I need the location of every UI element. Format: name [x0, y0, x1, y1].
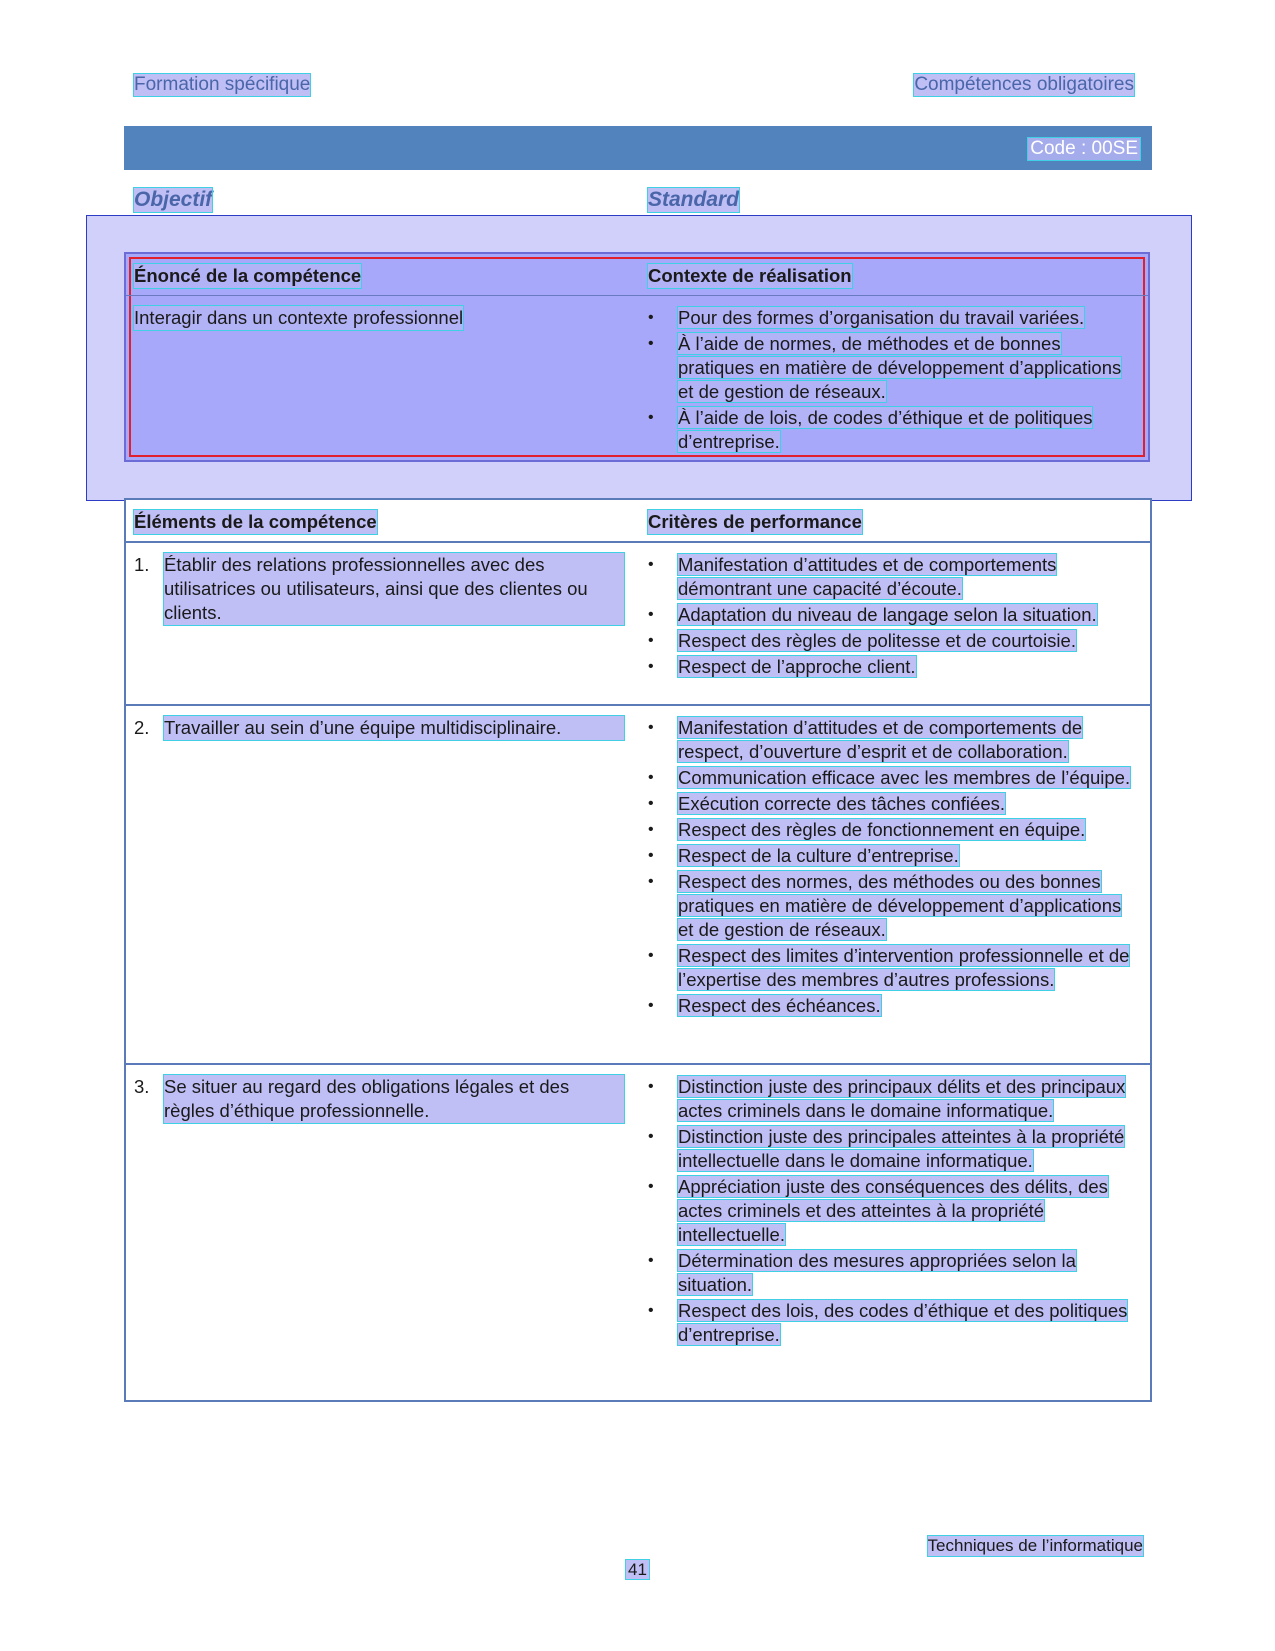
code-banner — [124, 126, 1152, 170]
list-item: • Respect des règles de fonctionnement en équipe. — [648, 819, 1086, 840]
elements-heading: Éléments de la compétence — [134, 511, 377, 532]
competency-code: Code : 00SE — [1030, 138, 1138, 159]
bullet-icon: • — [648, 1178, 654, 1195]
list-item: • Respect des lois, des codes d’éthique et des politiques d’entreprise. — [648, 1300, 1128, 1345]
element-text: Établir des relations professionnelles avec des utilisatrices ou utilisateurs, ainsi que des clientes ou clients. — [164, 553, 624, 625]
criteria-list — [648, 1075, 1138, 1349]
list-item: • Respect de la culture d’entreprise. — [648, 845, 959, 866]
page-header — [134, 74, 1134, 96]
criteres-heading: Critères de performance — [648, 511, 862, 532]
list-item: • Manifestation d’attitudes et de comportements démontrant une capacité d’écoute. — [648, 554, 1057, 599]
list-item: • Respect des limites d’intervention professionnelle et de l’expertise des membres d’autres professions. — [648, 945, 1130, 990]
list-item: • Respect des normes, des méthodes ou des bonnes pratiques en matière de développement d’applications et de gestion de réseaux. — [648, 871, 1122, 940]
list-item: • Détermination des mesures appropriées selon la situation. — [648, 1250, 1076, 1295]
bullet-icon: • — [648, 1128, 654, 1145]
bullet-icon: • — [648, 1302, 654, 1319]
criteria-list — [648, 716, 1138, 1020]
bullet-icon: • — [648, 658, 654, 675]
row-separator — [126, 1063, 1150, 1065]
standard-heading: Standard — [648, 188, 740, 211]
header-right: Compétences obligatoires — [914, 74, 1134, 95]
bullet-icon: • — [648, 309, 654, 326]
bullet-icon: • — [648, 606, 654, 623]
bullet-icon: • — [648, 1252, 654, 1269]
element-text: Se situer au regard des obligations légales et des règles d’éthique professionnelle. — [164, 1075, 624, 1123]
enonce-text: Interagir dans un contexte professionnel — [134, 307, 464, 328]
list-item: • Pour des formes d’organisation du travail variées. — [648, 307, 1085, 328]
bullet-icon: • — [648, 873, 654, 890]
standard-box-separator — [126, 295, 1148, 296]
page-number — [0, 1560, 1275, 1580]
list-item: • Respect des règles de politesse et de courtoisie. — [648, 630, 1076, 651]
table-row-element — [134, 716, 624, 740]
row-separator — [126, 704, 1150, 706]
bullet-icon: • — [648, 821, 654, 838]
footer-program: Techniques de l’informatique — [927, 1536, 1143, 1555]
table-row-element — [134, 1075, 624, 1123]
list-item: • Distinction juste des principaux délits et des principaux actes criminels dans le domaine informatique. — [648, 1076, 1126, 1121]
bullet-icon: • — [648, 409, 654, 426]
enonce-heading: Énoncé de la compétence — [134, 265, 362, 286]
criteria-list — [648, 553, 1138, 681]
list-item: • Distinction juste des principales atteintes à la propriété intellectuelle dans le domaine informatique. — [648, 1126, 1125, 1171]
element-number: 2. — [134, 717, 150, 738]
list-item: • Manifestation d’attitudes et de comportements de respect, d’ouverture d’esprit et de collaboration. — [648, 717, 1083, 762]
list-item: • Appréciation juste des conséquences des délits, des actes criminels et des atteintes à la propriété intellectuelle. — [648, 1176, 1108, 1245]
bullet-icon: • — [648, 795, 654, 812]
element-text: Travailler au sein d’une équipe multidisciplinaire. — [164, 716, 624, 740]
list-item: • À l’aide de lois, de codes d’éthique et de politiques d’entreprise. — [648, 407, 1093, 452]
bullet-icon: • — [648, 947, 654, 964]
bullet-icon: • — [648, 847, 654, 864]
list-item: • Adaptation du niveau de langage selon la situation. — [648, 604, 1097, 625]
page-number-value: 41 — [628, 1560, 647, 1579]
list-item: • Communication efficace avec les membres de l’équipe. — [648, 767, 1131, 788]
bullet-icon: • — [648, 335, 654, 352]
bullet-icon: • — [648, 769, 654, 786]
bullet-icon: • — [648, 719, 654, 736]
table-row-element — [134, 553, 624, 625]
bullet-icon: • — [648, 632, 654, 649]
element-number: 1. — [134, 554, 150, 575]
element-number: 3. — [134, 1076, 150, 1097]
table-header-separator — [126, 541, 1150, 543]
list-item: • Exécution correcte des tâches confiées. — [648, 793, 1006, 814]
list-item: • Respect des échéances. — [648, 995, 881, 1016]
header-left: Formation spécifique — [134, 74, 311, 95]
list-item: • Respect de l’approche client. — [648, 656, 916, 677]
objectif-heading: Objectif — [134, 188, 213, 211]
contexte-heading: Contexte de réalisation — [648, 265, 852, 286]
bullet-icon: • — [648, 997, 654, 1014]
bullet-icon: • — [648, 556, 654, 573]
list-item: • À l’aide de normes, de méthodes et de bonnes pratiques en matière de développement d’applications et de gestion de réseaux. — [648, 333, 1122, 402]
bullet-icon: • — [648, 1078, 654, 1095]
contexte-list — [648, 306, 1128, 456]
